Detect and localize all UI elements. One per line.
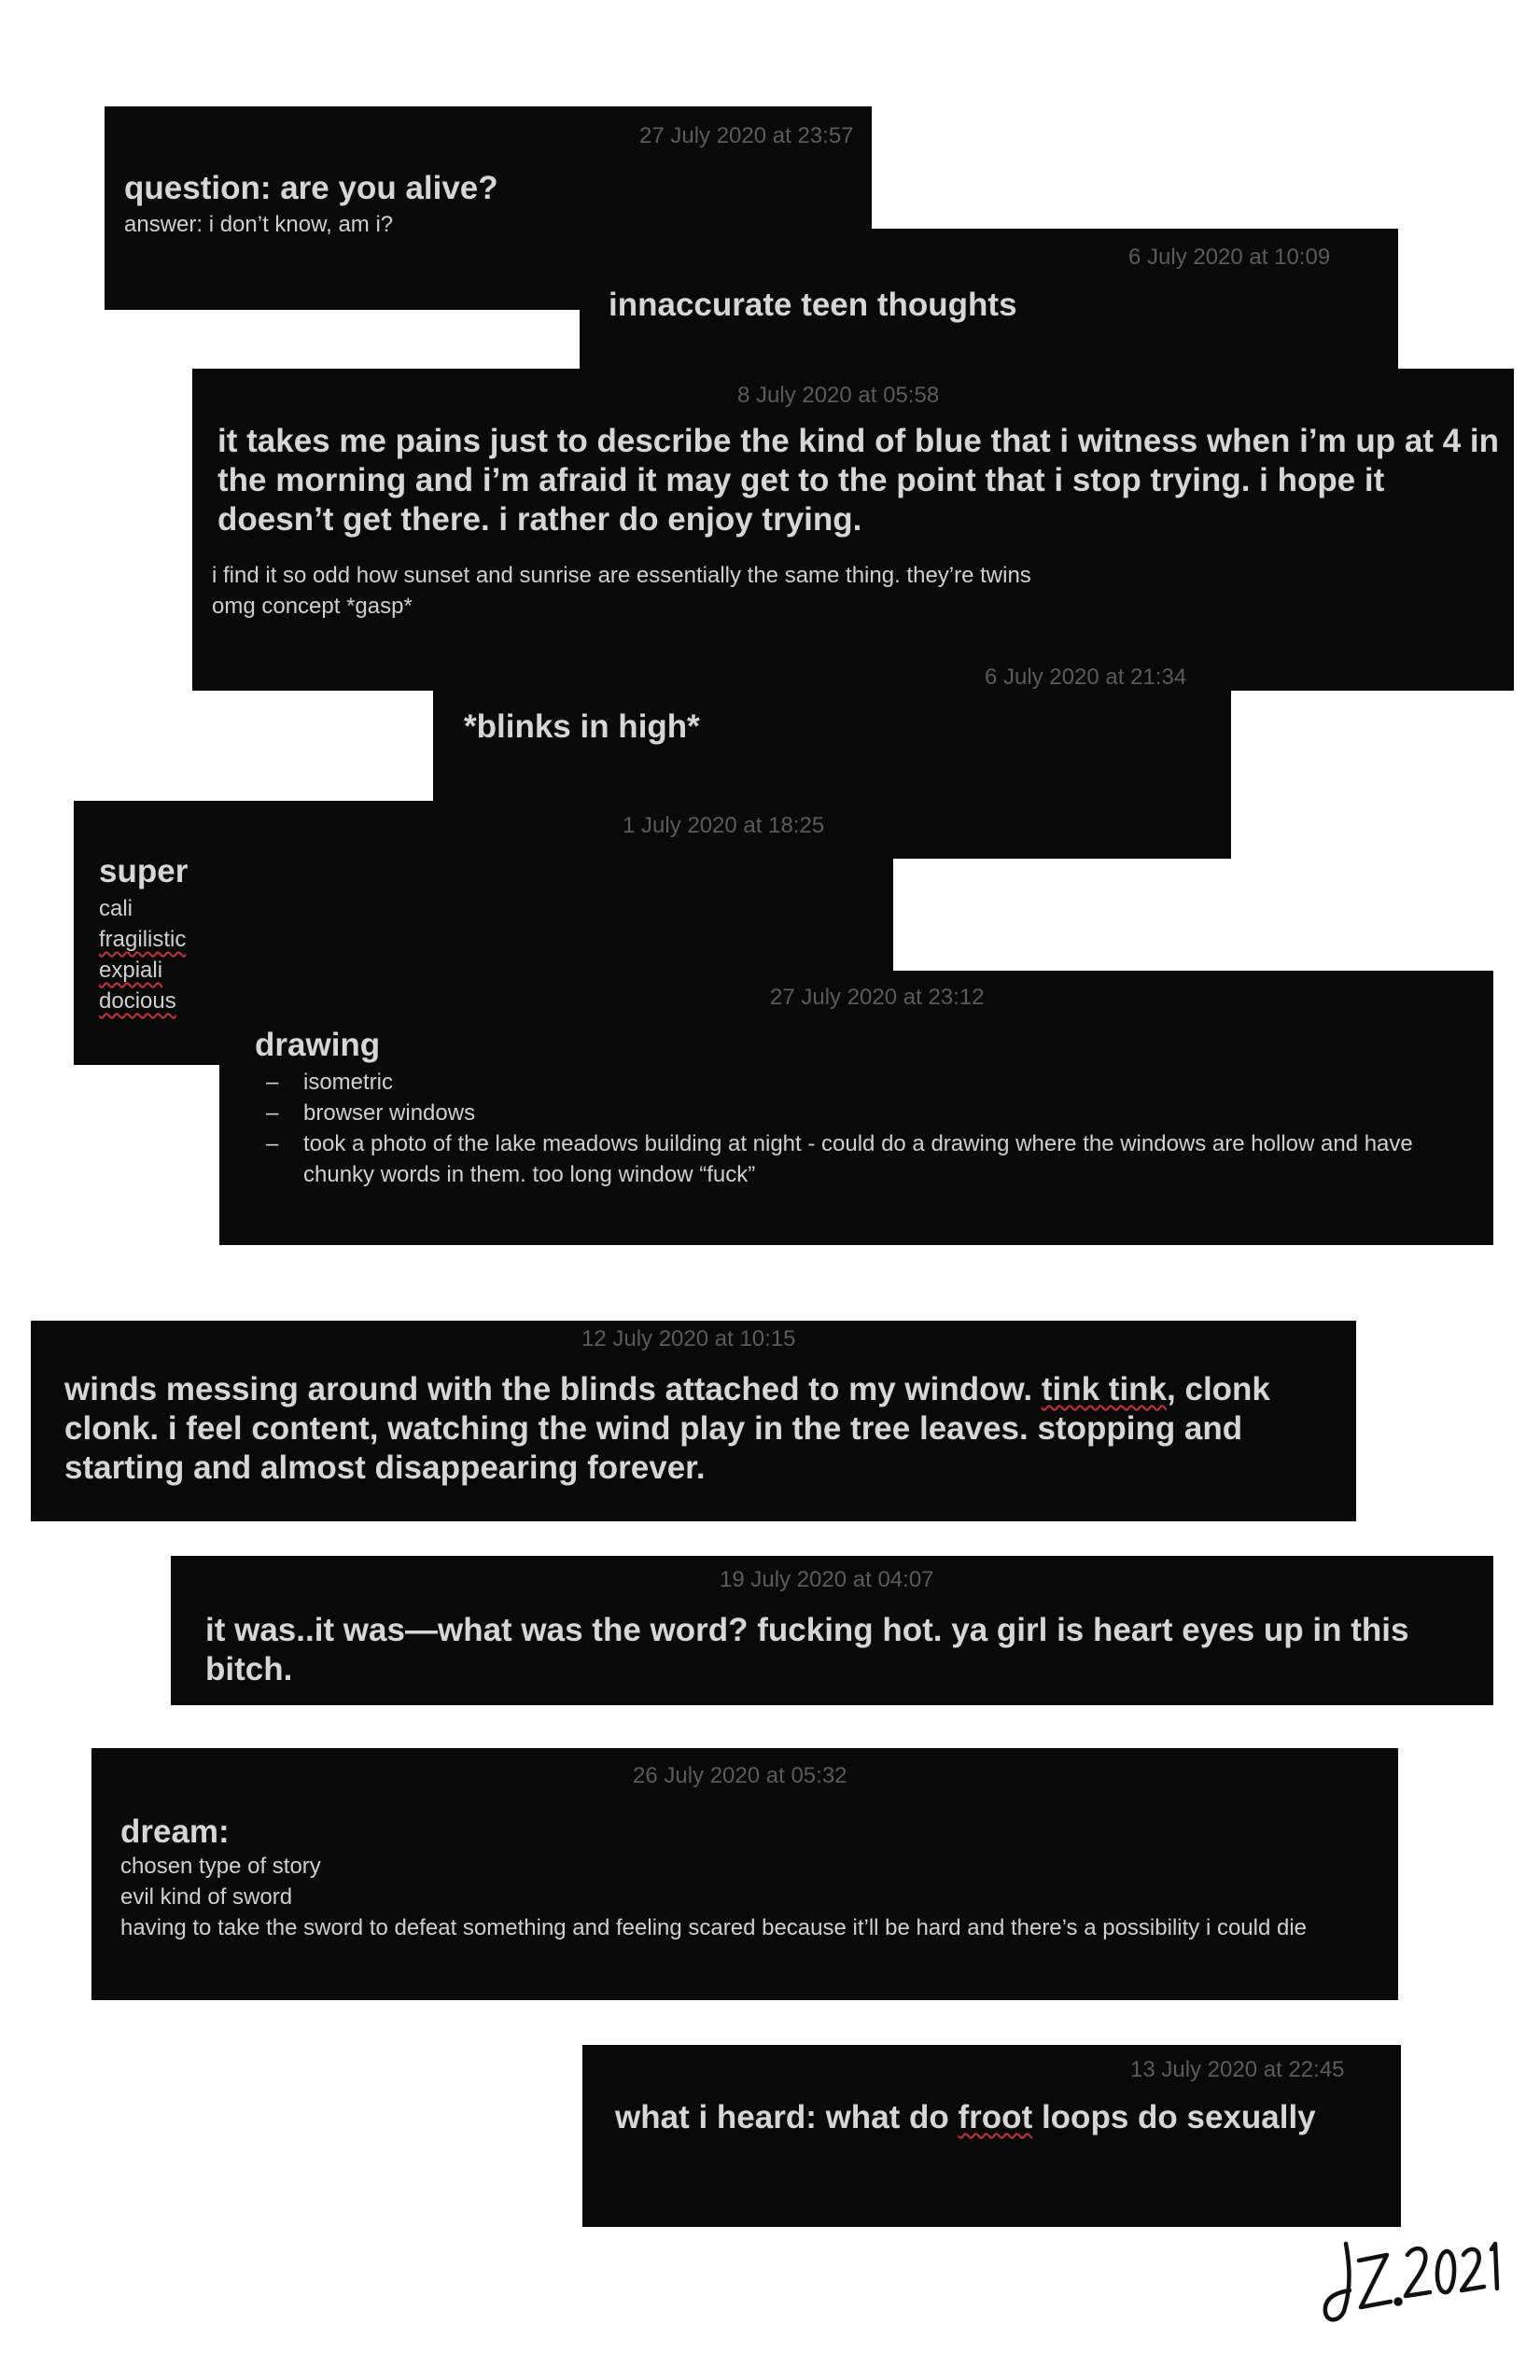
note-timestamp: 12 July 2020 at 10:15 xyxy=(581,1326,796,1351)
note-title: it was..it was—what was the word? fucking hot. ya girl is heart eyes up in this bitch. xyxy=(205,1612,1409,1687)
note-timestamp: 1 July 2020 at 18:25 xyxy=(623,813,825,838)
note-timestamp: 26 July 2020 at 05:32 xyxy=(633,1763,847,1788)
note-title: *blinks in high* xyxy=(464,708,700,745)
note-card[interactable] xyxy=(582,2045,1401,2227)
note-line: evil kind of sword xyxy=(120,1884,293,1910)
note-timestamp: 8 July 2020 at 05:58 xyxy=(737,383,940,408)
note-body xyxy=(212,560,1031,622)
note-line: omg concept *gasp* xyxy=(212,594,413,619)
signature-mark xyxy=(1318,2227,1505,2330)
note-title: drawing xyxy=(255,1027,381,1063)
misspelled-word: expiali xyxy=(99,958,163,983)
note-card[interactable] xyxy=(192,369,1514,691)
note-line: cali xyxy=(99,896,133,921)
note-card[interactable] xyxy=(580,229,1398,373)
note-title-text: , clonk clonk. i feel content, watching the wind play in the tree leaves. stopping and starting and almost disappearing forever. xyxy=(64,1371,1270,1486)
note-bullet: – browser windows xyxy=(266,1098,1470,1128)
note-title: it takes me pains just to describe the kind of blue that i witness when i’m up at 4 in the morning and i’m afraid it may get to the point that i stop trying. i hope it doesn’t get there. i rather do enjoy trying. xyxy=(217,423,1500,538)
note-title xyxy=(615,2098,1380,2137)
note-title: question: are you alive? xyxy=(124,170,498,206)
misspelled-word: tink tink xyxy=(1041,1371,1168,1407)
note-body xyxy=(124,209,393,240)
note-body xyxy=(99,893,186,1016)
note-card[interactable] xyxy=(219,971,1493,1245)
note-line: answer: i don’t know, am i? xyxy=(124,212,394,237)
note-title: innaccurate teen thoughts xyxy=(609,287,1017,323)
note-title-text: winds messing around with the blinds attached to my window. xyxy=(64,1371,1042,1407)
note-bullet-list xyxy=(266,1067,1470,1190)
note-title: dream: xyxy=(120,1813,230,1850)
note-bullet: – took a photo of the lake meadows building at night - could do a drawing where the windows are hollow and have chunky words in them. too long window “fuck” xyxy=(266,1128,1470,1190)
note-card[interactable] xyxy=(171,1556,1493,1705)
note-timestamp: 27 July 2020 at 23:12 xyxy=(770,985,985,1010)
note-card[interactable] xyxy=(31,1321,1356,1521)
note-card[interactable] xyxy=(91,1748,1398,2000)
note-timestamp: 13 July 2020 at 22:45 xyxy=(1130,2057,1345,2082)
misspelled-word: fragilistic xyxy=(99,927,187,952)
note-timestamp: 27 July 2020 at 23:57 xyxy=(639,123,854,148)
misspelled-word: froot xyxy=(958,2099,1033,2135)
note-title xyxy=(64,1370,1334,1488)
note-timestamp: 6 July 2020 at 10:09 xyxy=(1128,245,1331,270)
note-line: i find it so odd how sunset and sunrise are essentially the same thing. they’re twins xyxy=(212,563,1031,588)
note-body xyxy=(120,1851,1371,1943)
note-line: having to take the sword to defeat something and feeling scared because it’ll be hard and there’s a possibility i could die xyxy=(120,1915,1308,1940)
note-title-text: loops do sexually xyxy=(1032,2099,1316,2135)
note-timestamp: 6 July 2020 at 21:34 xyxy=(985,665,1187,690)
note-title-text: what i heard: what do xyxy=(615,2099,959,2135)
note-title: super xyxy=(99,853,189,889)
note-body xyxy=(266,1067,1470,1190)
misspelled-word: docious xyxy=(99,988,176,1014)
note-timestamp: 19 July 2020 at 04:07 xyxy=(720,1567,934,1592)
note-line: chosen type of story xyxy=(120,1854,321,1879)
note-bullet: – isometric xyxy=(266,1067,1470,1098)
